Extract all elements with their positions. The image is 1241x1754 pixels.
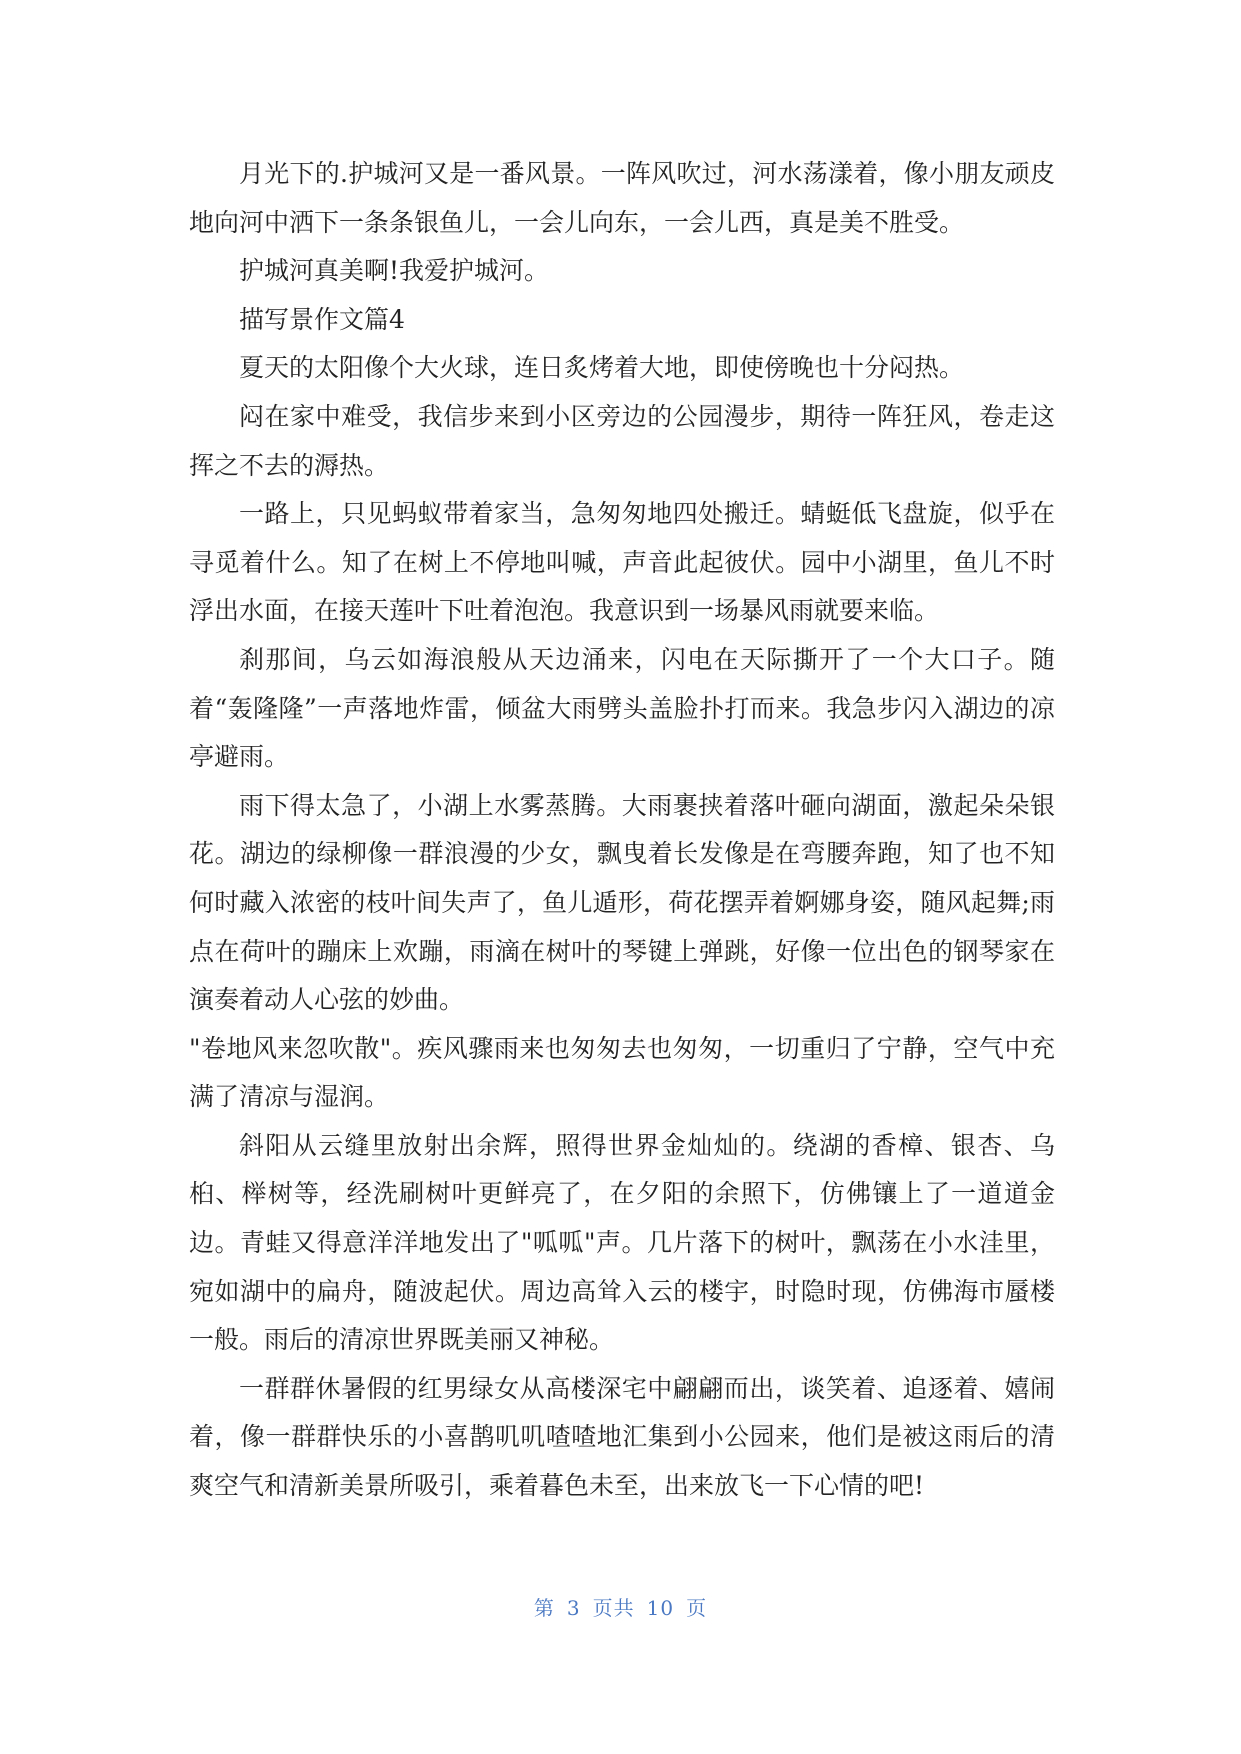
page-number-suffix: 页 [686,1596,708,1620]
page-number-prefix: 第 [533,1596,555,1620]
paragraph: 斜阳从云缝里放射出余辉，照得世界金灿灿的。绕湖的香樟、银杏、乌桕、榉树等，经洗刷树叶更鲜亮了，在夕阳的余照下，仿佛镶上了一道道金边。青蛙又得意洋洋地发出了"呱呱"声。几片落下的树叶，飘荡在小水洼里，宛如湖中的扁舟，随波起伏。周边高耸入云的楼宇，时隐时现，仿佛海市蜃楼一般。雨后的清凉世界既美丽又神秘。 [189,1130,1055,1355]
paragraph: 闷在家中难受，我信步来到小区旁边的公园漫步，期待一阵狂风，卷走这挥之不去的溽热。 [189,401,1055,480]
current-page-number: 3 [566,1596,581,1620]
paragraph: 刹那间，乌云如海浪般从天边涌来，闪电在天际撕开了一个大口子。随着“轰隆隆”一声落地炸雷，倾盆大雨劈头盖脸扑打而来。我急步闪入湖边的凉亭避雨。 [189,644,1055,772]
article-body [189,150,1055,1511]
section-heading: 描写景作文篇4 [239,304,405,334]
page-number-middle: 页共 [592,1596,635,1620]
paragraph: "卷地风来忽吹散"。疾风骤雨来也匆匆去也匆匆，一切重归了宁静，空气中充满了清凉与湿润。 [189,1033,1055,1112]
total-page-count: 10 [646,1596,675,1620]
paragraph: 雨下得太急了，小湖上水雾蒸腾。大雨裹挟着落叶砸向湖面，激起朵朵银花。湖边的绿柳像一群浪漫的少女，飘曳着长发像是在弯腰奔跑，知了也不知何时藏入浓密的枝叶间失声了，鱼儿遁形，荷花摆弄着婀娜身姿，随风起舞;雨点在荷叶的蹦床上欢蹦，雨滴在树叶的琴键上弹跳，好像一位出色的钢琴家在演奏着动人心弦的妙曲。 [189,790,1055,1015]
paragraph: 护城河真美啊!我爱护城河。 [239,256,550,286]
paragraph: 月光下的.护城河又是一番风景。一阵风吹过，河水荡漾着，像小朋友顽皮地向河中洒下一条条银鱼儿，一会儿向东，一会儿西，真是美不胜受。 [189,159,1055,237]
paragraph: 一群群休暑假的红男绿女从高楼深宅中翩翩而出，谈笑着、追逐着、嬉闹着，像一群群快乐的小喜鹊叽叽喳喳地汇集到小公园来，他们是被这雨后的清爽空气和清新美景所吸引，乘着暮色未至，出来放飞一下心情的吧! [189,1373,1055,1501]
paragraph: 一路上，只见蚂蚁带着家当，急匆匆地四处搬迁。蜻蜓低飞盘旋，似乎在寻觅着什么。知了在树上不停地叫喊，声音此起彼伏。园中小湖里，鱼儿不时浮出水面，在接天莲叶下吐着泡泡。我意识到一场暴风雨就要来临。 [189,499,1055,626]
paragraph: 夏天的太阳像个大火球，连日炙烤着大地，即使傍晚也十分闷热。 [239,353,965,383]
page-footer [0,1592,1241,1621]
